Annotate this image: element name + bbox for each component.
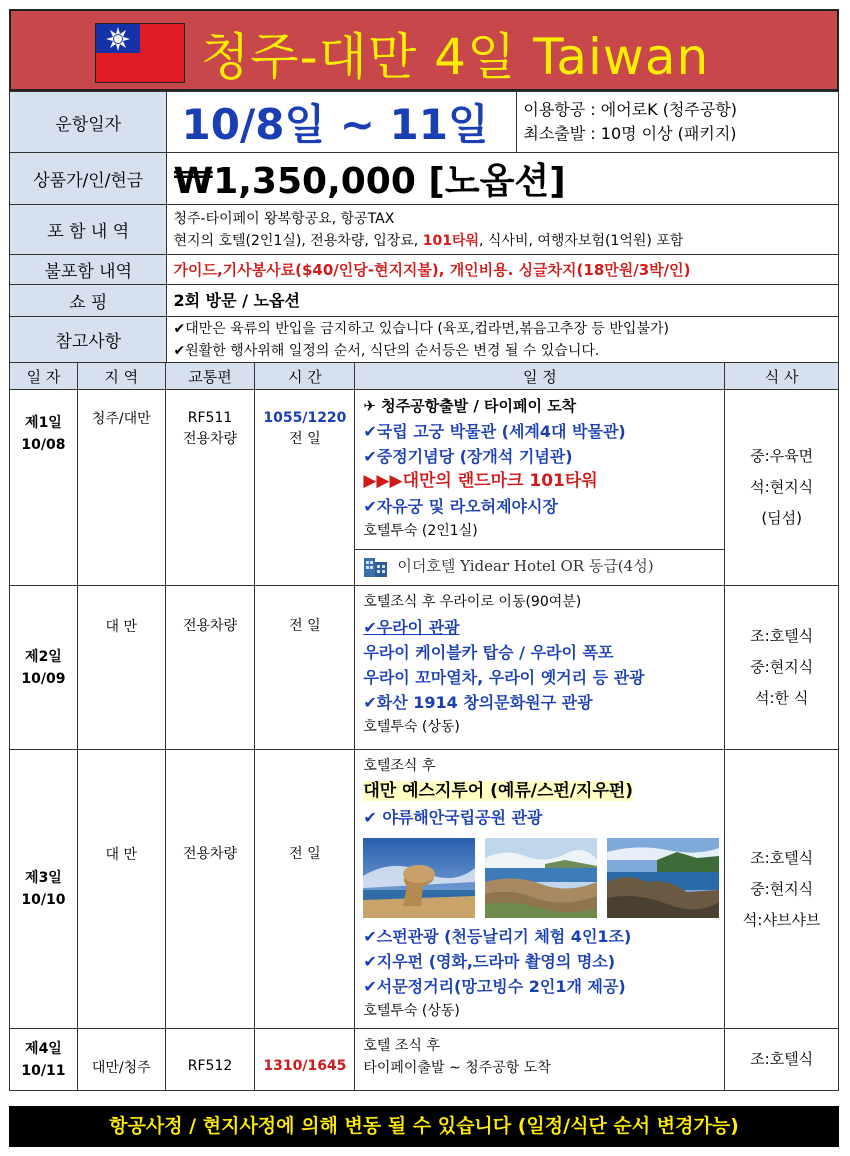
meal-item: 중:현지식	[750, 658, 814, 676]
itinerary-line: 호텔투숙 (2인1실)	[363, 523, 478, 539]
included-label: 포 함 내 역	[10, 205, 167, 255]
day-number: 제4일	[25, 1040, 62, 1057]
note-2: ✔원활한 행사위해 일정의 순서, 식단의 순서등은 변경 될 수 있습니다.	[173, 342, 600, 359]
col-header-time: 시 간	[255, 363, 355, 390]
itinerary-line: 호텔투숙 (상동)	[363, 719, 460, 735]
flight-number: RF511	[187, 410, 233, 426]
harbor-photo	[607, 838, 719, 918]
included-value	[167, 205, 839, 255]
col-header-itinerary: 일 정	[355, 363, 725, 390]
transport-cell: RF512	[165, 1029, 255, 1091]
min-departure-text: 최소출발 : 10명 이상 (패키지)	[523, 124, 737, 143]
itinerary-line: 호텔투숙 (상동)	[363, 1003, 460, 1019]
itinerary-cell	[355, 390, 725, 586]
time-cell	[255, 390, 355, 586]
col-header-meal: 식 사	[725, 363, 839, 390]
region-cell: 청주/대만	[77, 390, 165, 586]
meal-item: 석:한 식	[755, 689, 809, 707]
airline-text: 이용항공 : 에어로K (청주공항)	[523, 100, 738, 119]
itinerary-line: ✔스펀관광 (천등날리기 체험 4인1조)	[363, 927, 632, 946]
meal-item: 석:샤브샤브	[742, 910, 821, 929]
meal-cell	[725, 750, 839, 1029]
price-label: 상품가/인/현금	[10, 153, 167, 205]
shopping-value: 2회 방문 / 노옵션	[167, 285, 839, 317]
footer-notice: 항공사정 / 현지사정에 의해 변동 될 수 있습니다 (일정/식단 순서 변경가능)	[9, 1106, 839, 1147]
transport-cell: 전용차량	[165, 750, 255, 1029]
itinerary-line: 타이페이출발 ~ 청주공항 도착	[363, 1060, 551, 1076]
itinerary-line	[363, 779, 724, 805]
included-text-a: 현지의 호텔(2인1실), 전용차량, 입장료,	[173, 232, 423, 249]
transport-cell	[165, 390, 255, 586]
hotel-name: 이더호텔 Yidear Hotel OR 동급(4성)	[397, 556, 654, 575]
vehicle-text: 전용차량	[182, 431, 238, 447]
itinerary-line: 우라이 꼬마열차, 우라이 옛거리 등 관광	[363, 668, 645, 687]
time-cell: 전 일	[255, 750, 355, 1029]
day-date: 10/08	[21, 437, 66, 453]
col-header-date: 일 자	[10, 363, 78, 390]
table-row	[10, 586, 839, 750]
itinerary-line: ✔서문정거리(망고빙수 2인1개 제공)	[363, 977, 626, 996]
meal-item: 중:우육면	[750, 447, 814, 465]
itinerary-line: ▶▶▶대만의 랜드마크 101타워	[363, 471, 598, 491]
itinerary-line: 호텔 조식 후	[363, 1038, 440, 1054]
day-number: 제1일	[25, 415, 62, 431]
region-cell: 대 만	[77, 750, 165, 1029]
meal-cell	[725, 390, 839, 586]
day-number: 제3일	[25, 870, 62, 886]
itinerary-line: ✔자유궁 및 라오허제야시장	[363, 497, 558, 516]
itinerary-line: ✔지우펀 (영화,드라마 촬영의 명소)	[363, 952, 616, 971]
included-highlight: 101타워	[422, 232, 479, 249]
day-cell	[10, 586, 78, 750]
photo-strip	[363, 838, 724, 918]
day-date: 10/11	[21, 1062, 66, 1079]
building-icon	[363, 555, 389, 577]
date-value: 10/8일 ~ 11일	[167, 92, 517, 153]
itinerary-line: 호텔조식 후	[363, 758, 436, 774]
itinerary-cell	[355, 750, 725, 1029]
excluded-label: 불포함 내역	[10, 255, 167, 285]
itinerary-line: ✔국립 고궁 박물관 (세계4대 박물관)	[363, 422, 626, 441]
airline-info	[517, 92, 839, 153]
taiwan-flag-icon	[95, 23, 185, 83]
included-line-1: 청주-타이페이 왕복항공요, 항공TAX	[173, 210, 395, 227]
col-header-transport: 교통편	[165, 363, 255, 390]
note-1: ✔대만은 육류의 반입을 금지하고 있습니다 (육포,컵라면,볶음고추장 등 반입불가)	[173, 320, 669, 337]
day-date: 10/09	[21, 670, 66, 687]
meal-cell	[725, 586, 839, 750]
table-row	[10, 390, 839, 586]
day-number: 제2일	[25, 648, 62, 665]
day-cell	[10, 1029, 78, 1091]
yehliu-rock-photo	[363, 838, 475, 918]
itinerary-cell	[355, 586, 725, 750]
itinerary-line: ✔우라이 관광	[363, 618, 460, 637]
meal-cell	[725, 1029, 839, 1091]
info-table	[9, 91, 839, 363]
meal-item: 조:호텔식	[750, 627, 814, 645]
day-cell	[10, 390, 78, 586]
itinerary-line: ✈ 청주공항출발 / 타이페이 도착	[363, 397, 577, 415]
included-line-2	[173, 230, 838, 252]
hotel-info	[355, 549, 724, 582]
meal-item: 중:현지식	[750, 879, 814, 898]
itinerary-line: 호텔조식 후 우라이로 이동(90여분)	[363, 594, 582, 610]
region-cell: 대만/청주	[77, 1029, 165, 1091]
meal-item: 조:호텔식	[750, 848, 814, 867]
meal-item: (딤섬)	[761, 509, 802, 527]
itinerary-line: ✔화산 1914 창의문화원구 관광	[363, 693, 593, 712]
schedule-table	[9, 362, 839, 1091]
transport-cell: 전용차량	[165, 586, 255, 750]
included-text-c: , 식사비, 여행자보험(1억원) 포함	[479, 232, 684, 249]
header-banner	[9, 9, 839, 91]
itinerary-line: 우라이 케이블카 탑승 / 우라이 폭포	[363, 643, 614, 662]
full-day-text: 전 일	[289, 431, 321, 447]
time-cell: 전 일	[255, 586, 355, 750]
page-title: 청주-대만 4일 Taiwan	[201, 28, 710, 86]
region-cell: 대 만	[77, 586, 165, 750]
price-value: ₩1,350,000 [노옵션]	[167, 153, 839, 205]
coastline-photo	[485, 838, 597, 918]
meal-item: 석:현지식	[750, 478, 814, 496]
itinerary-line: ✔ 야류해안국립공원 관광	[363, 808, 543, 827]
flight-time: 1055/1220	[263, 410, 347, 426]
time-cell: 1310/1645	[255, 1029, 355, 1091]
meal-item: 조:호텔식	[750, 1050, 814, 1068]
shopping-label: 쇼 핑	[10, 285, 167, 317]
excluded-value: 가이드,기사봉사료($40/인당-현지지불), 개인비용. 싱글차지(18만원/3박/인)	[167, 255, 839, 285]
tour-highlight: 대만 예스지투어 (예류/스펀/지우펀)	[363, 781, 634, 801]
day-date: 10/10	[21, 892, 66, 908]
table-row	[10, 1029, 839, 1091]
notes-value	[167, 317, 839, 363]
tour-flyer	[9, 9, 839, 1147]
notes-label: 참고사항	[10, 317, 167, 363]
col-header-region: 지 역	[77, 363, 165, 390]
date-label: 운항일자	[10, 92, 167, 153]
day-cell	[10, 750, 78, 1029]
itinerary-cell	[355, 1029, 725, 1091]
itinerary-line: ✔중정기념당 (장개석 기념관)	[363, 447, 573, 466]
table-row	[10, 750, 839, 1029]
